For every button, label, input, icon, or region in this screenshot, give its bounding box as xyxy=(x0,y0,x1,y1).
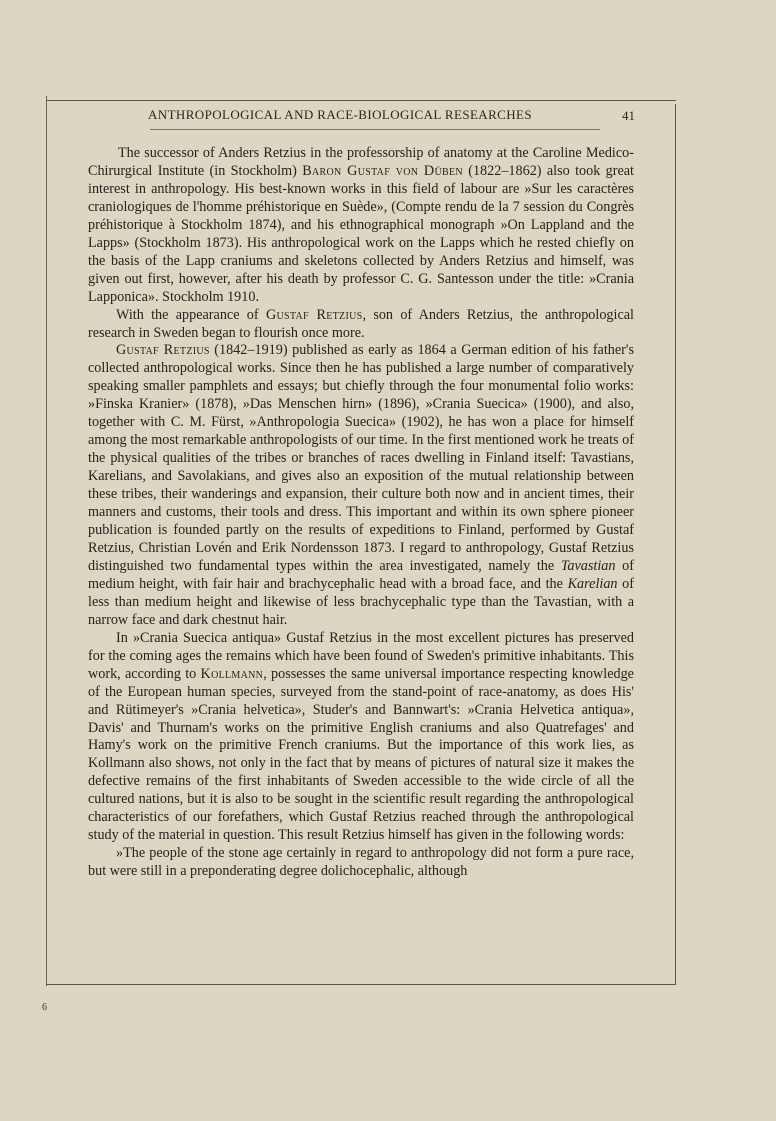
frame-right-rule xyxy=(675,104,676,984)
p4-text-a: In »Crania Suecica antiqua» Gustaf Retzius in the most excellent pictures has preserved for the coming ages the remains which have been found of Sweden's primitive inhabitants. This work, according to xyxy=(88,629,634,682)
p3-name: Gustaf Retzius xyxy=(116,342,210,359)
p4-name: Kollmann xyxy=(200,665,264,682)
signature-mark: 6 xyxy=(42,1002,47,1013)
paragraph-5: »The people of the stone age certainly in regard to anthropology did not form a pure race, but were still in a preponderating degree dolichocephalic, although xyxy=(88,845,634,880)
header-rule xyxy=(150,129,600,130)
p2-text-a: With the appearance of xyxy=(116,306,266,323)
p3-text-c: of less than medium height and likewise of less brachycephalic type than the Tavastian, with a narrow face and dark chestnut hair. xyxy=(88,575,634,628)
body-text xyxy=(88,145,634,881)
p3-karelian: Karelian xyxy=(567,575,618,592)
p3-text-a: (1842–1919) published as early as 1864 a German edition of his father's collected anthropological works. Since then he has published a large number of comparatively speaking smaller pamphlets and essays; but chiefly through the four monumental folio works: »Finska Kranier» (1878), »Das Menschen hirn» (1896), »Crania Suecica» (1900), and also, together with C. M. Fürst, »Anthropologia Suecica» (1902), he has won a place for himself among the most remarkable anthropologists of our time. In the first mentioned work he treats of the physical qualities of the tribes or branches of races dwelling in Finland itself: Tavastians, Karelians, and Savolakians, and gives also an exposition of the mutual relationship between these tribes, their wanderings and expansion, their culture both now and in ancient times, their manners and customs, their tools and dress. This important and within its own sphere pioneer publication is founded partly on the results of expeditions to Finland, performed by Gustaf Retzius, Christian Lovén and Erik Nordensson 1873. I regard to anthropology, Gustaf Retzius distinguished two fundamental types within the area investigated, namely the xyxy=(88,342,634,574)
frame-left-rule xyxy=(46,96,47,986)
p1-name: Baron Gustaf von Düben xyxy=(302,162,463,179)
p3-text-b: of medium height, with fair hair and brachycephalic head with a broad face, and the xyxy=(88,557,634,592)
page-number: 41 xyxy=(622,108,635,123)
paragraph-3 xyxy=(88,342,634,629)
running-title: ANTHROPOLOGICAL AND RACE-BIOLOGICAL RESEARCHES xyxy=(148,107,532,122)
p2-text-b: , son of Anders Retzius, the anthropological research in Sweden began to flourish once more. xyxy=(88,306,634,341)
p4-text-b: , possesses the same universal importance respecting knowledge of the European human species, surveyed from the stand-point of race-anatomy, as does His' and Rütimeyer's »Crania helvetica», Studer's and Bannwart's: »Crania Helvetica antiqua», Davis' and Thurnam's works on the primitive English craniums and also Quatrefages' and Hamy's work on the primitive French craniums. But the importance of this work lies, as Kollmann also shows, not only in the fact that by means of pictures of natural size it makes the defective remains of the first inhabitants of Sweden accessible to the wide circle of all the cultured nations, but it is also to be sought in the scientific result regarding the anthropological characteristics of our forefathers, which Gustaf Retzius reached through the anthropological study of the material in question. This result Retzius himself has given in the following words: xyxy=(88,665,634,844)
p3-tavastian: Tavastian xyxy=(560,557,616,574)
paragraph-4 xyxy=(88,630,634,845)
paragraph-1 xyxy=(88,145,634,307)
paragraph-2 xyxy=(88,307,634,343)
frame-top-rule xyxy=(46,100,676,101)
frame-bottom-rule xyxy=(46,984,676,985)
p1-text-a: The successor of Anders Retzius in the professorship of anatomy at the Caroline Medico-Chirurgical Institute (in Stockholm) xyxy=(88,145,634,179)
p1-text-b: (1822–1862) also took great interest in anthropology. His best-known works in this field of labour are »Sur les caractères craniologiques de l'homme préhistorique en Suède», (Compte rendu de la 7 session du Congrès préhistorique à Stockholm 1874), and his ethnographical monograph »On Lappland and the Lapps» (Stockholm 1873). His anthropological work on the Lapps which he rested chiefly on the basis of the Lapp craniums and skeletons collected by Anders Retzius and himself, was given out first, however, after his death by professor C. G. Santesson under the title: »Crania Lapponica». Stockholm 1910. xyxy=(88,162,634,305)
p2-name: Gustaf Retzius xyxy=(265,306,363,323)
